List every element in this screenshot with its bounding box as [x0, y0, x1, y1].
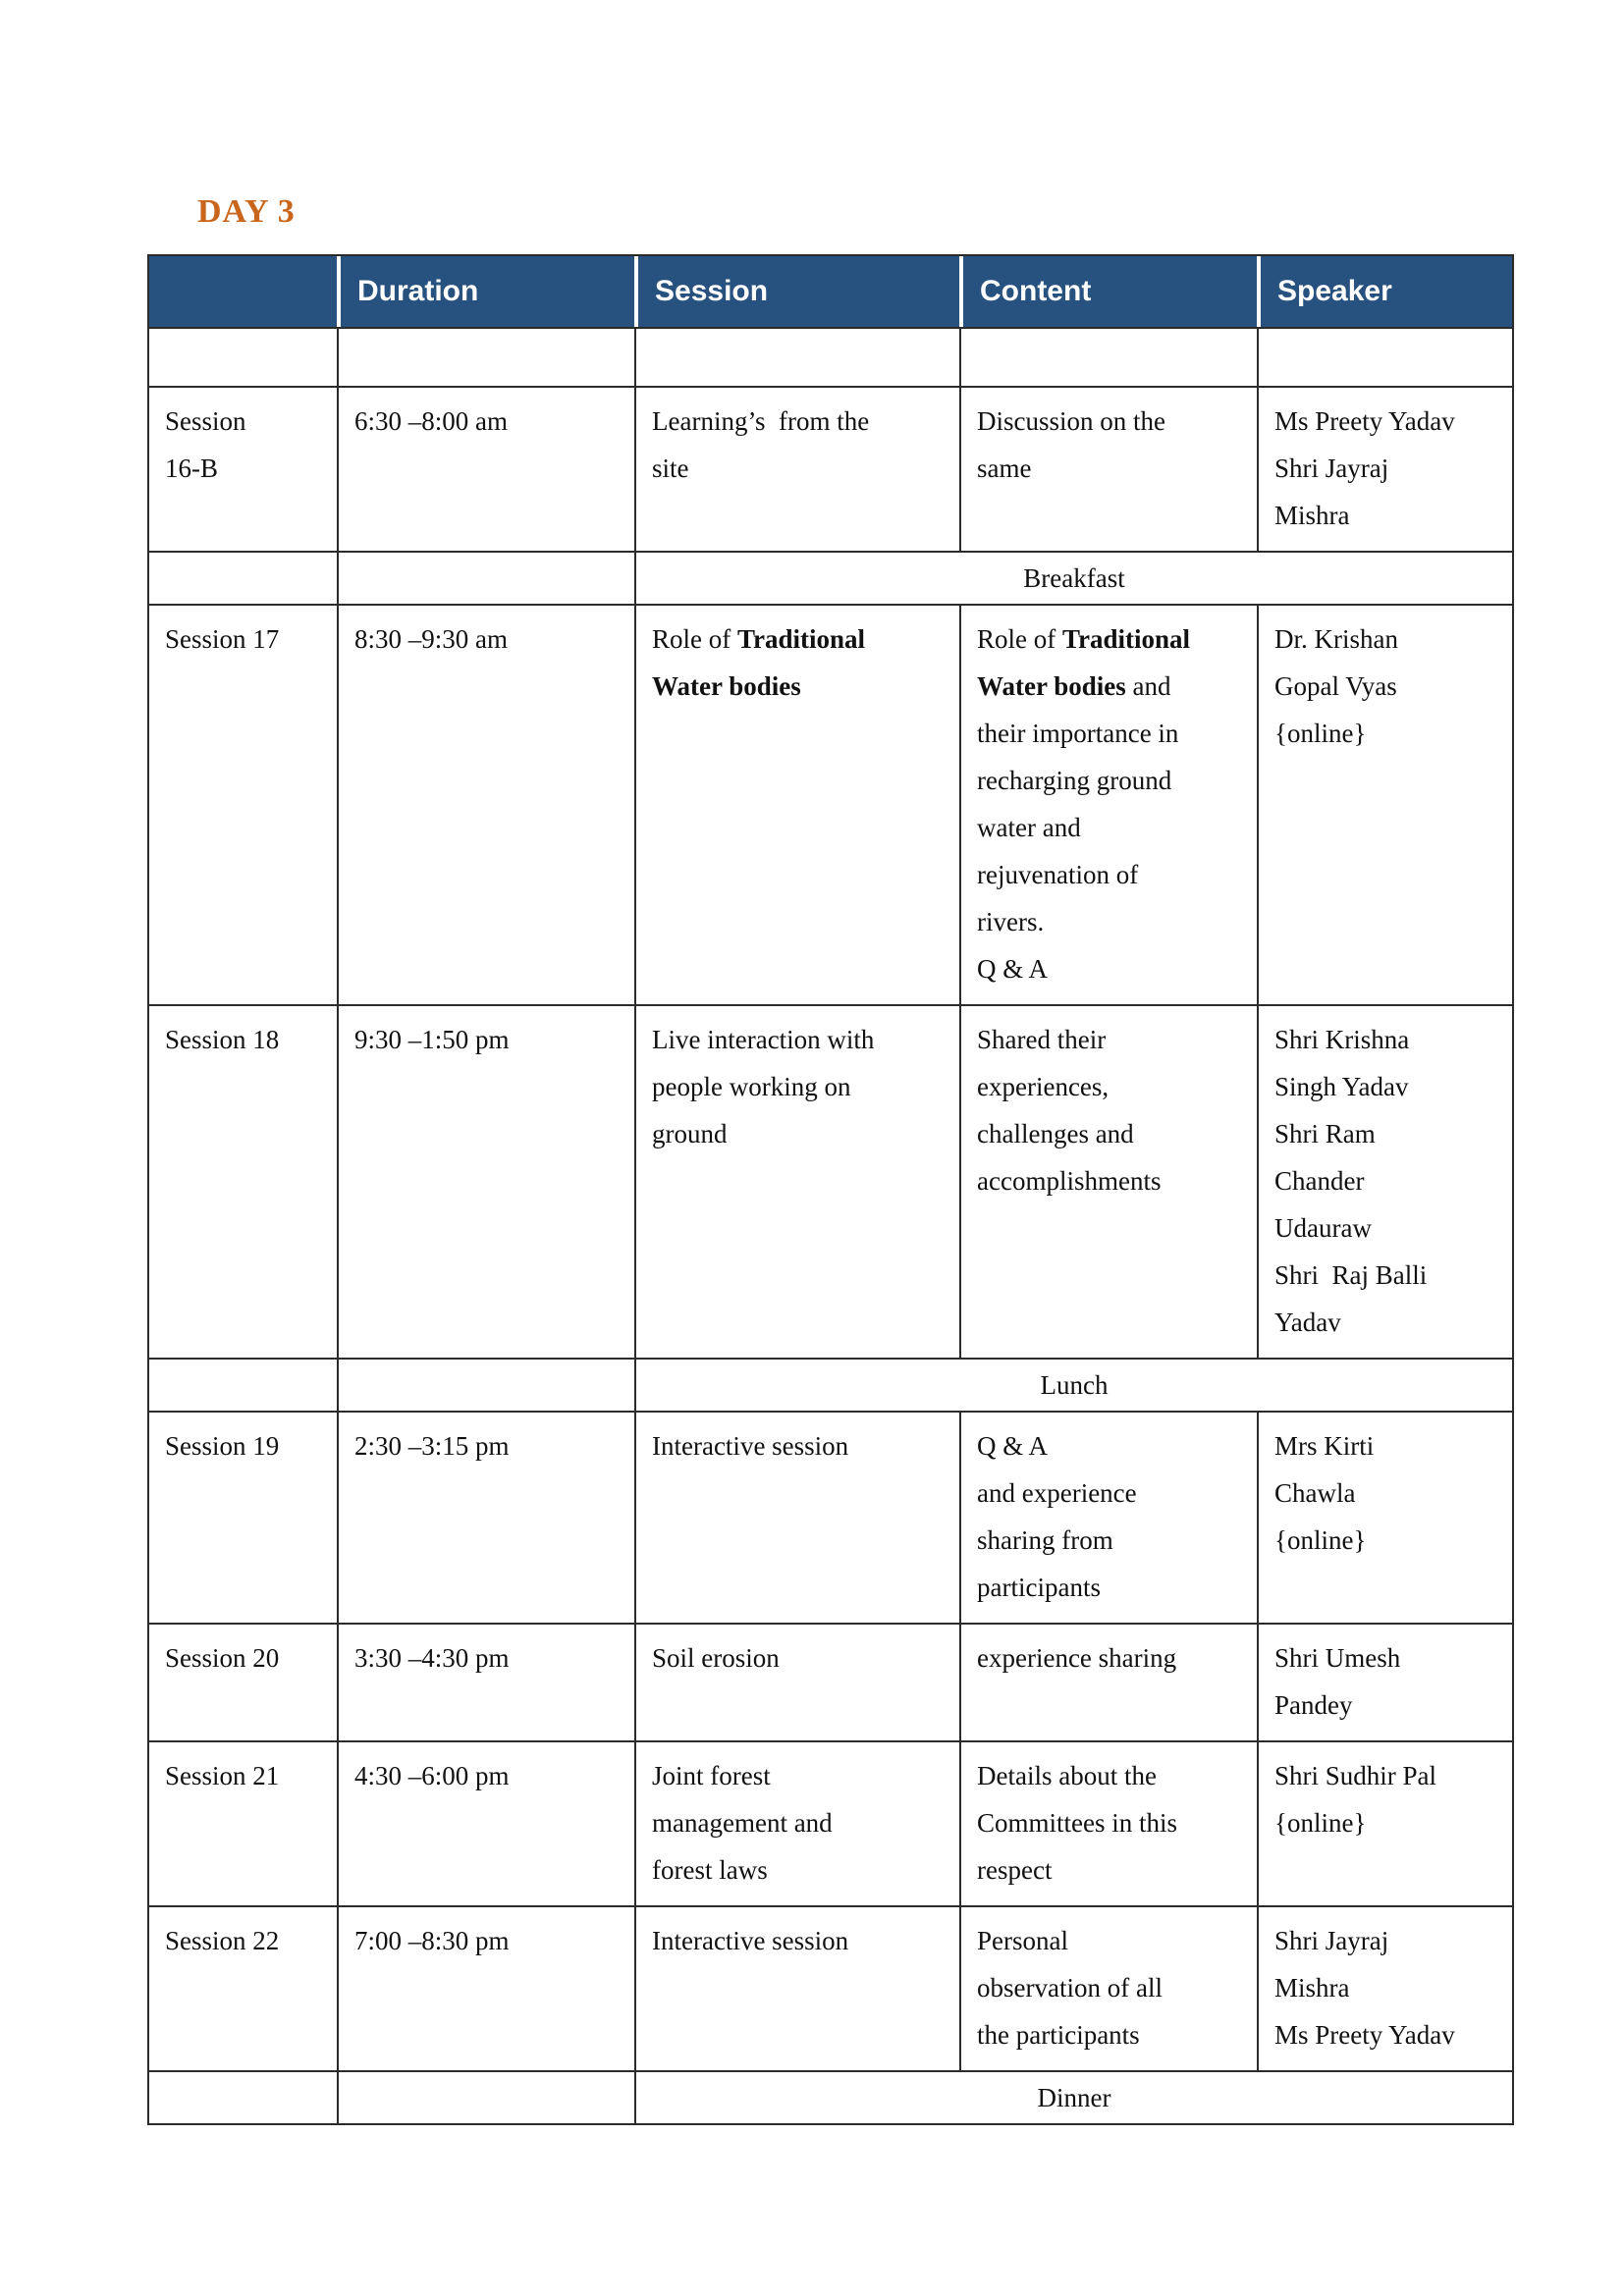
spacer-cell	[634, 329, 959, 386]
text-line: same	[977, 454, 1032, 483]
row-session-21	[149, 1740, 1512, 1905]
text-line: Chawla	[1274, 1478, 1356, 1508]
text-line: sharing from	[977, 1525, 1113, 1555]
content-cell	[959, 1413, 1257, 1623]
row-session-22	[149, 1905, 1512, 2070]
text-line: Soil erosion	[652, 1643, 780, 1673]
text-line: Discussion on the	[977, 406, 1165, 436]
session-cell	[634, 1006, 959, 1358]
text-line: Interactive session	[652, 1926, 849, 1955]
text-line: respect	[977, 1855, 1053, 1885]
text-line: Shri Sudhir Pal	[1274, 1761, 1437, 1790]
text-line: Shri Umesh	[1274, 1643, 1401, 1673]
table-header-row	[149, 256, 1512, 327]
bold-text: Traditional	[737, 624, 866, 654]
session-label-cell	[149, 1907, 337, 2070]
text-line: the participants	[977, 2020, 1140, 2050]
text-line: Udauraw	[1274, 1213, 1372, 1243]
content-cell	[959, 606, 1257, 1004]
text-line: site	[652, 454, 689, 483]
session-cell	[634, 1907, 959, 2070]
text-line: Mishra	[1274, 501, 1350, 530]
bold-text: Water bodies	[977, 671, 1126, 701]
text-line: Mrs Kirti	[1274, 1431, 1375, 1461]
session-cell	[634, 1625, 959, 1740]
spacer-cell	[959, 329, 1257, 386]
text-line: accomplishments	[977, 1166, 1162, 1196]
text-line: Learning’s from the	[652, 406, 870, 436]
text-line: Shri Jayraj	[1274, 1926, 1389, 1955]
text-line: 8:30 –9:30 am	[354, 624, 508, 654]
text-line: Committees in this	[977, 1808, 1178, 1838]
speaker-cell	[1257, 388, 1512, 551]
text-line: Role of Traditional	[652, 624, 866, 654]
row-breakfast	[149, 551, 1512, 604]
session-cell	[634, 606, 959, 1004]
duration-cell	[337, 388, 634, 551]
row-lunch	[149, 1358, 1512, 1411]
text-line	[652, 663, 946, 710]
page-title: DAY 3	[197, 193, 296, 230]
text-line: Chander	[1274, 1166, 1365, 1196]
row-session-20	[149, 1623, 1512, 1740]
text-line: Gopal Vyas	[1274, 671, 1397, 701]
session-label-cell	[149, 1006, 337, 1358]
text-line: Ms Preety Yadav	[1274, 406, 1455, 436]
session-cell	[634, 1742, 959, 1905]
text-line: Shared their	[977, 1025, 1107, 1054]
text-line: {online}	[1274, 719, 1367, 748]
text-line: Dr. Krishan	[1274, 624, 1398, 654]
session-label-cell	[149, 1413, 337, 1623]
duration-cell	[337, 1413, 634, 1623]
header-cell-speaker: Speaker	[1257, 256, 1512, 327]
text-line: people working on	[652, 1072, 851, 1101]
row-spacer	[149, 327, 1512, 386]
session-label-cell	[149, 606, 337, 1004]
text-line: Shri Jayraj	[1274, 454, 1389, 483]
text-line: rejuvenation of	[977, 860, 1139, 889]
text-line: Session 21	[165, 1761, 280, 1790]
text-line: forest laws	[652, 1855, 768, 1885]
text-line: observation of all	[977, 1973, 1163, 2002]
text-line: Details about the	[977, 1761, 1157, 1790]
text-line: Yadav	[1274, 1308, 1341, 1337]
duration-cell	[337, 1625, 634, 1740]
text-line: Shri Ram	[1274, 1119, 1376, 1148]
text-line: 3:30 –4:30 pm	[354, 1643, 510, 1673]
text-line: Shri Raj Balli	[1274, 1260, 1428, 1290]
speaker-cell	[1257, 1742, 1512, 1905]
text-line: ground	[652, 1119, 728, 1148]
header-cell-session: Session	[634, 256, 959, 327]
content-cell	[959, 388, 1257, 551]
header-cell-blank	[149, 256, 337, 327]
meal-left-cell	[149, 2072, 337, 2123]
text-line: 9:30 –1:50 pm	[354, 1025, 510, 1054]
duration-cell	[337, 1907, 634, 2070]
text-line: their importance in	[977, 719, 1179, 748]
speaker-cell	[1257, 1006, 1512, 1358]
text-line: Singh Yadav	[1274, 1072, 1409, 1101]
meal-label: Lunch	[634, 1360, 1512, 1411]
text-line: and experience	[977, 1478, 1137, 1508]
bold-text: Water bodies	[652, 671, 801, 701]
text-line: Joint forest	[652, 1761, 771, 1790]
bold-text: Traditional	[1062, 624, 1191, 654]
row-session-18	[149, 1004, 1512, 1358]
meal-left-cell	[149, 553, 337, 604]
schedule-table	[147, 254, 1514, 2125]
text-line: Live interaction with	[652, 1025, 875, 1054]
duration-cell	[337, 1742, 634, 1905]
spacer-cell	[149, 329, 337, 386]
header-cell-content: Content	[959, 256, 1257, 327]
text-line: 7:00 –8:30 pm	[354, 1926, 510, 1955]
session-label-cell	[149, 388, 337, 551]
spacer-cell	[337, 329, 634, 386]
session-cell	[634, 388, 959, 551]
text-line: Q & A	[977, 1431, 1049, 1461]
speaker-cell	[1257, 1907, 1512, 2070]
text-line: Q & A	[977, 954, 1049, 984]
content-cell	[959, 1006, 1257, 1358]
text-line: participants	[977, 1573, 1101, 1602]
meal-left-cell	[337, 553, 634, 604]
meal-label: Breakfast	[634, 553, 1512, 604]
content-cell	[959, 1742, 1257, 1905]
speaker-cell	[1257, 1625, 1512, 1740]
text-line: Interactive session	[652, 1431, 849, 1461]
speaker-cell	[1257, 606, 1512, 1004]
text-line: 4:30 –6:00 pm	[354, 1761, 510, 1790]
text-line: Session 19	[165, 1431, 280, 1461]
text-line: Pandey	[1274, 1690, 1353, 1720]
text-line: Ms Preety Yadav	[1274, 2020, 1455, 2050]
text-line: Shri Krishna	[1274, 1025, 1410, 1054]
content-cell	[959, 1625, 1257, 1740]
content-cell	[959, 1907, 1257, 2070]
duration-cell	[337, 1006, 634, 1358]
duration-cell	[337, 606, 634, 1004]
text-line: {online}	[1274, 1808, 1367, 1838]
meal-left-cell	[337, 2072, 634, 2123]
text-line: Water bodies and	[977, 671, 1171, 701]
text-line: 6:30 –8:00 am	[354, 406, 508, 436]
text-line: Personal	[977, 1926, 1068, 1955]
text-line: 2:30 –3:15 pm	[354, 1431, 510, 1461]
text-line: Session 18	[165, 1025, 280, 1054]
spacer-cell	[1257, 329, 1512, 386]
row-session-16-b	[149, 386, 1512, 551]
text-line: challenges and	[977, 1119, 1134, 1148]
meal-left-cell	[149, 1360, 337, 1411]
row-dinner	[149, 2070, 1512, 2123]
text-line: experiences,	[977, 1072, 1110, 1101]
text-line: management and	[652, 1808, 833, 1838]
text-line: Role of Traditional	[977, 624, 1191, 654]
text-line: 16-B	[165, 454, 218, 483]
text-line: Session 20	[165, 1643, 280, 1673]
session-label-cell	[149, 1742, 337, 1905]
text-line: Session	[165, 406, 246, 436]
text-line: Session 22	[165, 1926, 280, 1955]
header-cell-duration: Duration	[337, 256, 634, 327]
session-label-cell	[149, 1625, 337, 1740]
text-line: recharging ground	[977, 766, 1172, 795]
text-line: experience sharing	[977, 1643, 1177, 1673]
text-line: Session 17	[165, 624, 280, 654]
text-line: {online}	[1274, 1525, 1367, 1555]
session-cell	[634, 1413, 959, 1623]
speaker-cell	[1257, 1413, 1512, 1623]
row-session-17	[149, 604, 1512, 1004]
text-line: rivers.	[977, 907, 1045, 936]
meal-left-cell	[337, 1360, 634, 1411]
text-line: water and	[977, 813, 1081, 842]
text-line: Mishra	[1274, 1973, 1350, 2002]
row-session-19	[149, 1411, 1512, 1623]
meal-label: Dinner	[634, 2072, 1512, 2123]
